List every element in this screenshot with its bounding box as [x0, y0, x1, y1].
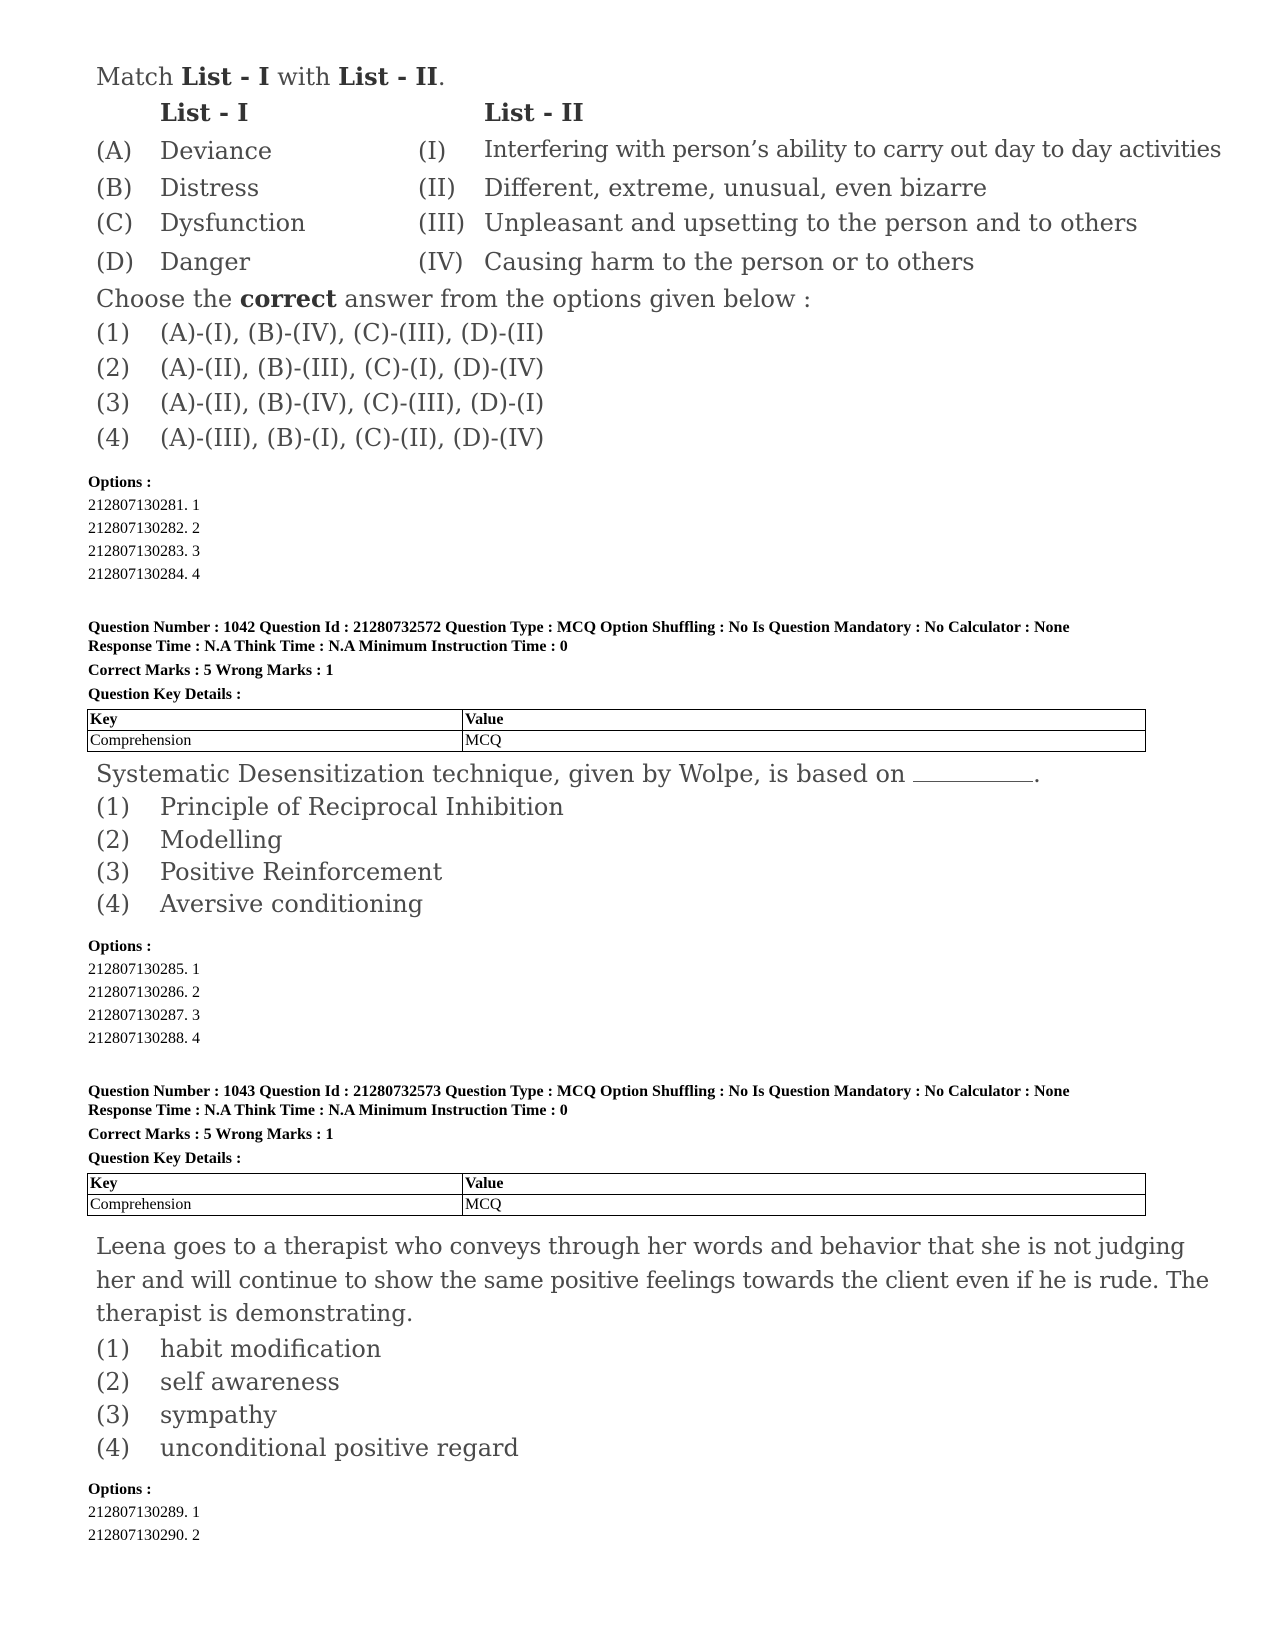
q1041-choice-1-num: (1)	[96, 319, 130, 347]
q1043-choice-1-num: (1)	[96, 1335, 130, 1363]
q1041-row-c-text: Dysfunction	[160, 209, 306, 237]
q1041-choice-2-num: (2)	[96, 354, 130, 382]
q1042-key-table	[87, 709, 1146, 752]
q1041-row-iv-label: (IV)	[418, 248, 464, 276]
q1041-row-i-text: Interfering with person’s ability to carry out day to day activities	[484, 137, 1222, 163]
q1041-row-iv-text: Causing harm to the person or to others	[484, 248, 975, 276]
q1043-key-header: Key	[88, 1174, 463, 1195]
q1041-option-1: 212807130281. 1	[88, 497, 200, 514]
q1041-option-2: 212807130282. 2	[88, 520, 200, 537]
q1041-choice-3-num: (3)	[96, 389, 130, 417]
q1042-marks: Correct Marks : 5 Wrong Marks : 1	[88, 662, 334, 679]
q1042-question-text: Systematic Desensitization technique, given by Wolpe, is based on .	[96, 760, 1041, 788]
q1043-options-label: Options :	[88, 1481, 152, 1498]
q1043-choice-3-text: sympathy	[160, 1401, 277, 1429]
q1041-row-a-label: (A)	[96, 137, 133, 165]
q1041-row-ii-label: (II)	[418, 174, 456, 202]
q1042-choice-1-num: (1)	[96, 793, 130, 821]
q1043-key-table-header	[88, 1174, 1146, 1195]
q1043-option-2: 212807130290. 2	[88, 1527, 200, 1544]
q1041-row-iii-text: Unpleasant and upsetting to the person and to others	[484, 209, 1138, 237]
q1043-choice-2-text: self awareness	[160, 1368, 340, 1396]
q1043-question-line-3: therapist is demonstrating.	[96, 1301, 414, 1327]
q1043-question-image	[0, 1228, 1275, 1478]
q1042-question-image	[0, 760, 1275, 930]
q1042-value-header: Value	[463, 710, 1146, 731]
q1043-key-table	[87, 1173, 1146, 1216]
q1041-choice-2-text: (A)-(II), (B)-(III), (C)-(I), (D)-(IV)	[160, 354, 545, 382]
q1043-choice-4-text: unconditional positive regard	[160, 1434, 519, 1462]
q1042-choice-2-num: (2)	[96, 826, 130, 854]
q1042-key-details-label: Question Key Details :	[88, 686, 242, 703]
q1041-question-image	[0, 0, 1275, 460]
q1041-row-b-label: (B)	[96, 174, 133, 202]
q1041-row-iii-label: (III)	[418, 209, 466, 237]
q1042-option-2: 212807130286. 2	[88, 984, 200, 1001]
q1041-options-label: Options :	[88, 474, 152, 491]
q1041-choose-instruction: Choose the correct answer from the options given below :	[96, 284, 812, 313]
q1041-choice-3-text: (A)-(II), (B)-(IV), (C)-(III), (D)-(I)	[160, 389, 545, 417]
q1043-marks: Correct Marks : 5 Wrong Marks : 1	[88, 1126, 334, 1143]
q1042-choice-1-text: Principle of Reciprocal Inhibition	[160, 793, 564, 821]
q1043-value-cell: MCQ	[463, 1195, 1146, 1216]
q1041-row-a-text: Deviance	[160, 137, 273, 165]
q1042-key-table-header	[88, 710, 1146, 731]
q1042-blank	[913, 763, 1033, 782]
q1042-choice-4-text: Aversive conditioning	[160, 890, 424, 918]
q1042-choice-4-num: (4)	[96, 890, 130, 918]
q1042-choice-3-text: Positive Reinforcement	[160, 858, 443, 886]
q1042-key-header: Key	[88, 710, 463, 731]
q1042-meta-line-2: Response Time : N.A Think Time : N.A Minimum Instruction Time : 0	[88, 638, 568, 655]
q1041-row-c-label: (C)	[96, 209, 134, 237]
q1041-list2-heading: List - II	[484, 98, 584, 127]
q1043-choice-1-text: habit modification	[160, 1335, 382, 1363]
q1042-choice-2-text: Modelling	[160, 826, 283, 854]
q1041-row-i-label: (I)	[418, 137, 447, 165]
q1043-meta-line-1: Question Number : 1043 Question Id : 21280732573 Question Type : MCQ Option Shuffling : No Is Question Mandatory : No Calculator : None	[88, 1083, 1070, 1100]
q1041-option-4: 212807130284. 4	[88, 566, 200, 583]
q1043-question-line-2: her and will continue to show the same positive feelings towards the client even if he is rude. The	[96, 1268, 1209, 1294]
q1043-question-line-1: Leena goes to a therapist who conveys through her words and behavior that she is not judging	[96, 1234, 1185, 1260]
q1041-choice-1-text: (A)-(I), (B)-(IV), (C)-(III), (D)-(II)	[160, 319, 545, 347]
q1043-choice-3-num: (3)	[96, 1401, 130, 1429]
q1042-option-1: 212807130285. 1	[88, 961, 200, 978]
q1041-intro: Match List - I with List - II.	[96, 62, 446, 91]
q1043-choice-4-num: (4)	[96, 1434, 130, 1462]
q1043-value-header: Value	[463, 1174, 1146, 1195]
q1041-list1-heading: List - I	[160, 98, 249, 127]
q1043-choice-2-num: (2)	[96, 1368, 130, 1396]
q1041-row-d-text: Danger	[160, 248, 251, 276]
q1041-option-3: 212807130283. 3	[88, 543, 200, 560]
q1041-row-ii-text: Different, extreme, unusual, even bizarre	[484, 174, 988, 202]
q1043-option-1: 212807130289. 1	[88, 1504, 200, 1521]
q1041-choice-4-text: (A)-(III), (B)-(I), (C)-(II), (D)-(IV)	[160, 424, 545, 452]
q1041-choice-4-num: (4)	[96, 424, 130, 452]
q1042-option-3: 212807130287. 3	[88, 1007, 200, 1024]
q1042-choice-3-num: (3)	[96, 858, 130, 886]
q1042-key-cell: Comprehension	[88, 731, 463, 752]
q1042-option-4: 212807130288. 4	[88, 1030, 200, 1047]
q1042-meta-line-1: Question Number : 1042 Question Id : 21280732572 Question Type : MCQ Option Shuffling : No Is Question Mandatory : No Calculator : None	[88, 619, 1070, 636]
q1043-key-cell: Comprehension	[88, 1195, 463, 1216]
q1043-key-details-label: Question Key Details :	[88, 1150, 242, 1167]
q1042-key-table-row	[88, 731, 1146, 752]
q1041-row-d-label: (D)	[96, 248, 134, 276]
q1043-meta-line-2: Response Time : N.A Think Time : N.A Minimum Instruction Time : 0	[88, 1102, 568, 1119]
q1042-options-label: Options :	[88, 938, 152, 955]
q1041-row-b-text: Distress	[160, 174, 260, 202]
q1042-value-cell: MCQ	[463, 731, 1146, 752]
q1043-key-table-row	[88, 1195, 1146, 1216]
